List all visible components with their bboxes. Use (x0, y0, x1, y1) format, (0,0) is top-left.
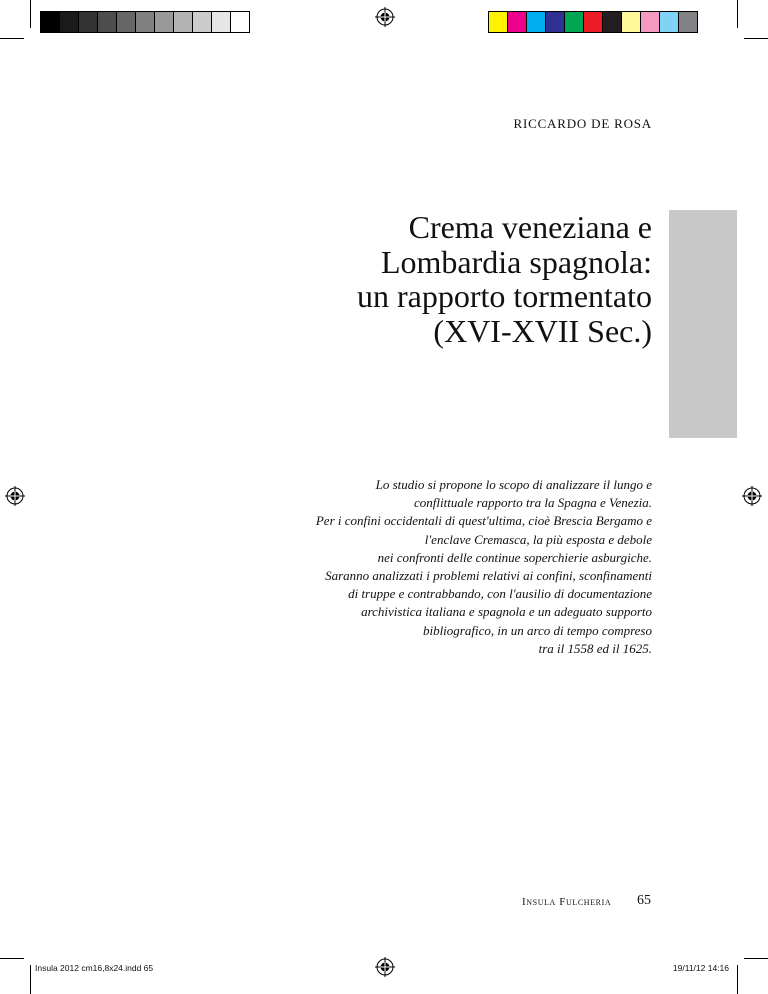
crop-mark (30, 0, 31, 28)
crop-mark (30, 965, 31, 994)
crop-mark (0, 38, 24, 39)
color-swatch (230, 11, 250, 33)
author-name: RICCARDO DE ROSA (513, 116, 652, 131)
color-swatch (116, 11, 136, 33)
color-swatch (40, 11, 60, 33)
article-title (357, 210, 652, 348)
thumb-tab (669, 210, 737, 438)
color-swatch (59, 11, 79, 33)
color-swatch (173, 11, 193, 33)
crop-mark (737, 965, 738, 994)
color-swatch (526, 11, 546, 33)
color-swatch (621, 11, 641, 33)
title-line: un rapporto tormentato (356, 278, 652, 314)
crop-mark (0, 958, 24, 959)
abstract-line: conflittuale rapporto tra la Spagna e Venezia. (414, 495, 652, 511)
gray-swatch-bar (40, 11, 249, 33)
color-swatch (488, 11, 508, 33)
title-line: (XVI-XVII Sec.) (433, 312, 652, 349)
registration-mark-icon (5, 486, 25, 506)
page-number: 65 (637, 893, 651, 908)
color-swatch (507, 11, 527, 33)
crop-mark (744, 38, 768, 39)
slug-file-info: Insula 2012 cm16,8x24.indd 65 (35, 963, 154, 973)
abstract-line: Saranno analizzati i problemi relativi ai confini, sconfinamenti (325, 568, 652, 584)
color-swatch-bar (488, 11, 697, 33)
color-swatch (583, 11, 603, 33)
color-swatch (564, 11, 584, 33)
color-swatch (78, 11, 98, 33)
abstract-line: tra il 1558 ed il 1625. (538, 640, 652, 656)
slug-date-info: 19/11/12 14:16 (672, 963, 729, 973)
color-swatch (154, 11, 174, 33)
color-swatch (192, 11, 212, 33)
color-swatch (659, 11, 679, 33)
color-swatch (97, 11, 117, 33)
abstract-line: bibliografico, in un arco di tempo compreso (422, 622, 652, 638)
abstract-line: l'enclave Cremasca, la più esposta e debole (424, 531, 652, 547)
crop-mark (737, 0, 738, 28)
color-swatch (545, 11, 565, 33)
color-swatch (211, 11, 231, 33)
abstract-line: archivistica italiana e spagnola e un adeguato supporto (361, 604, 652, 620)
title-line: Lombardia spagnola: (380, 243, 652, 280)
abstract-line: Per i confini occidentali di quest'ultima, cioè Brescia Bergamo e (315, 513, 652, 529)
color-swatch (602, 11, 622, 33)
registration-mark-icon (742, 486, 762, 506)
journal-name: Insula Fulcheria (522, 896, 612, 908)
title-line: Crema veneziana e (408, 209, 652, 245)
registration-mark-icon (375, 957, 395, 977)
color-swatch (678, 11, 698, 33)
crop-mark (744, 958, 768, 959)
registration-mark-icon (375, 7, 395, 27)
color-swatch (640, 11, 660, 33)
abstract-line: di truppe e contrabbando, con l'ausilio di documentazione (348, 586, 652, 602)
color-swatch (135, 11, 155, 33)
abstract-line: nei confronti delle continue soperchierie asburgiche. (377, 549, 652, 565)
abstract (316, 476, 652, 658)
abstract-line: Lo studio si propone lo scopo di analizzare il lungo e (375, 477, 652, 492)
